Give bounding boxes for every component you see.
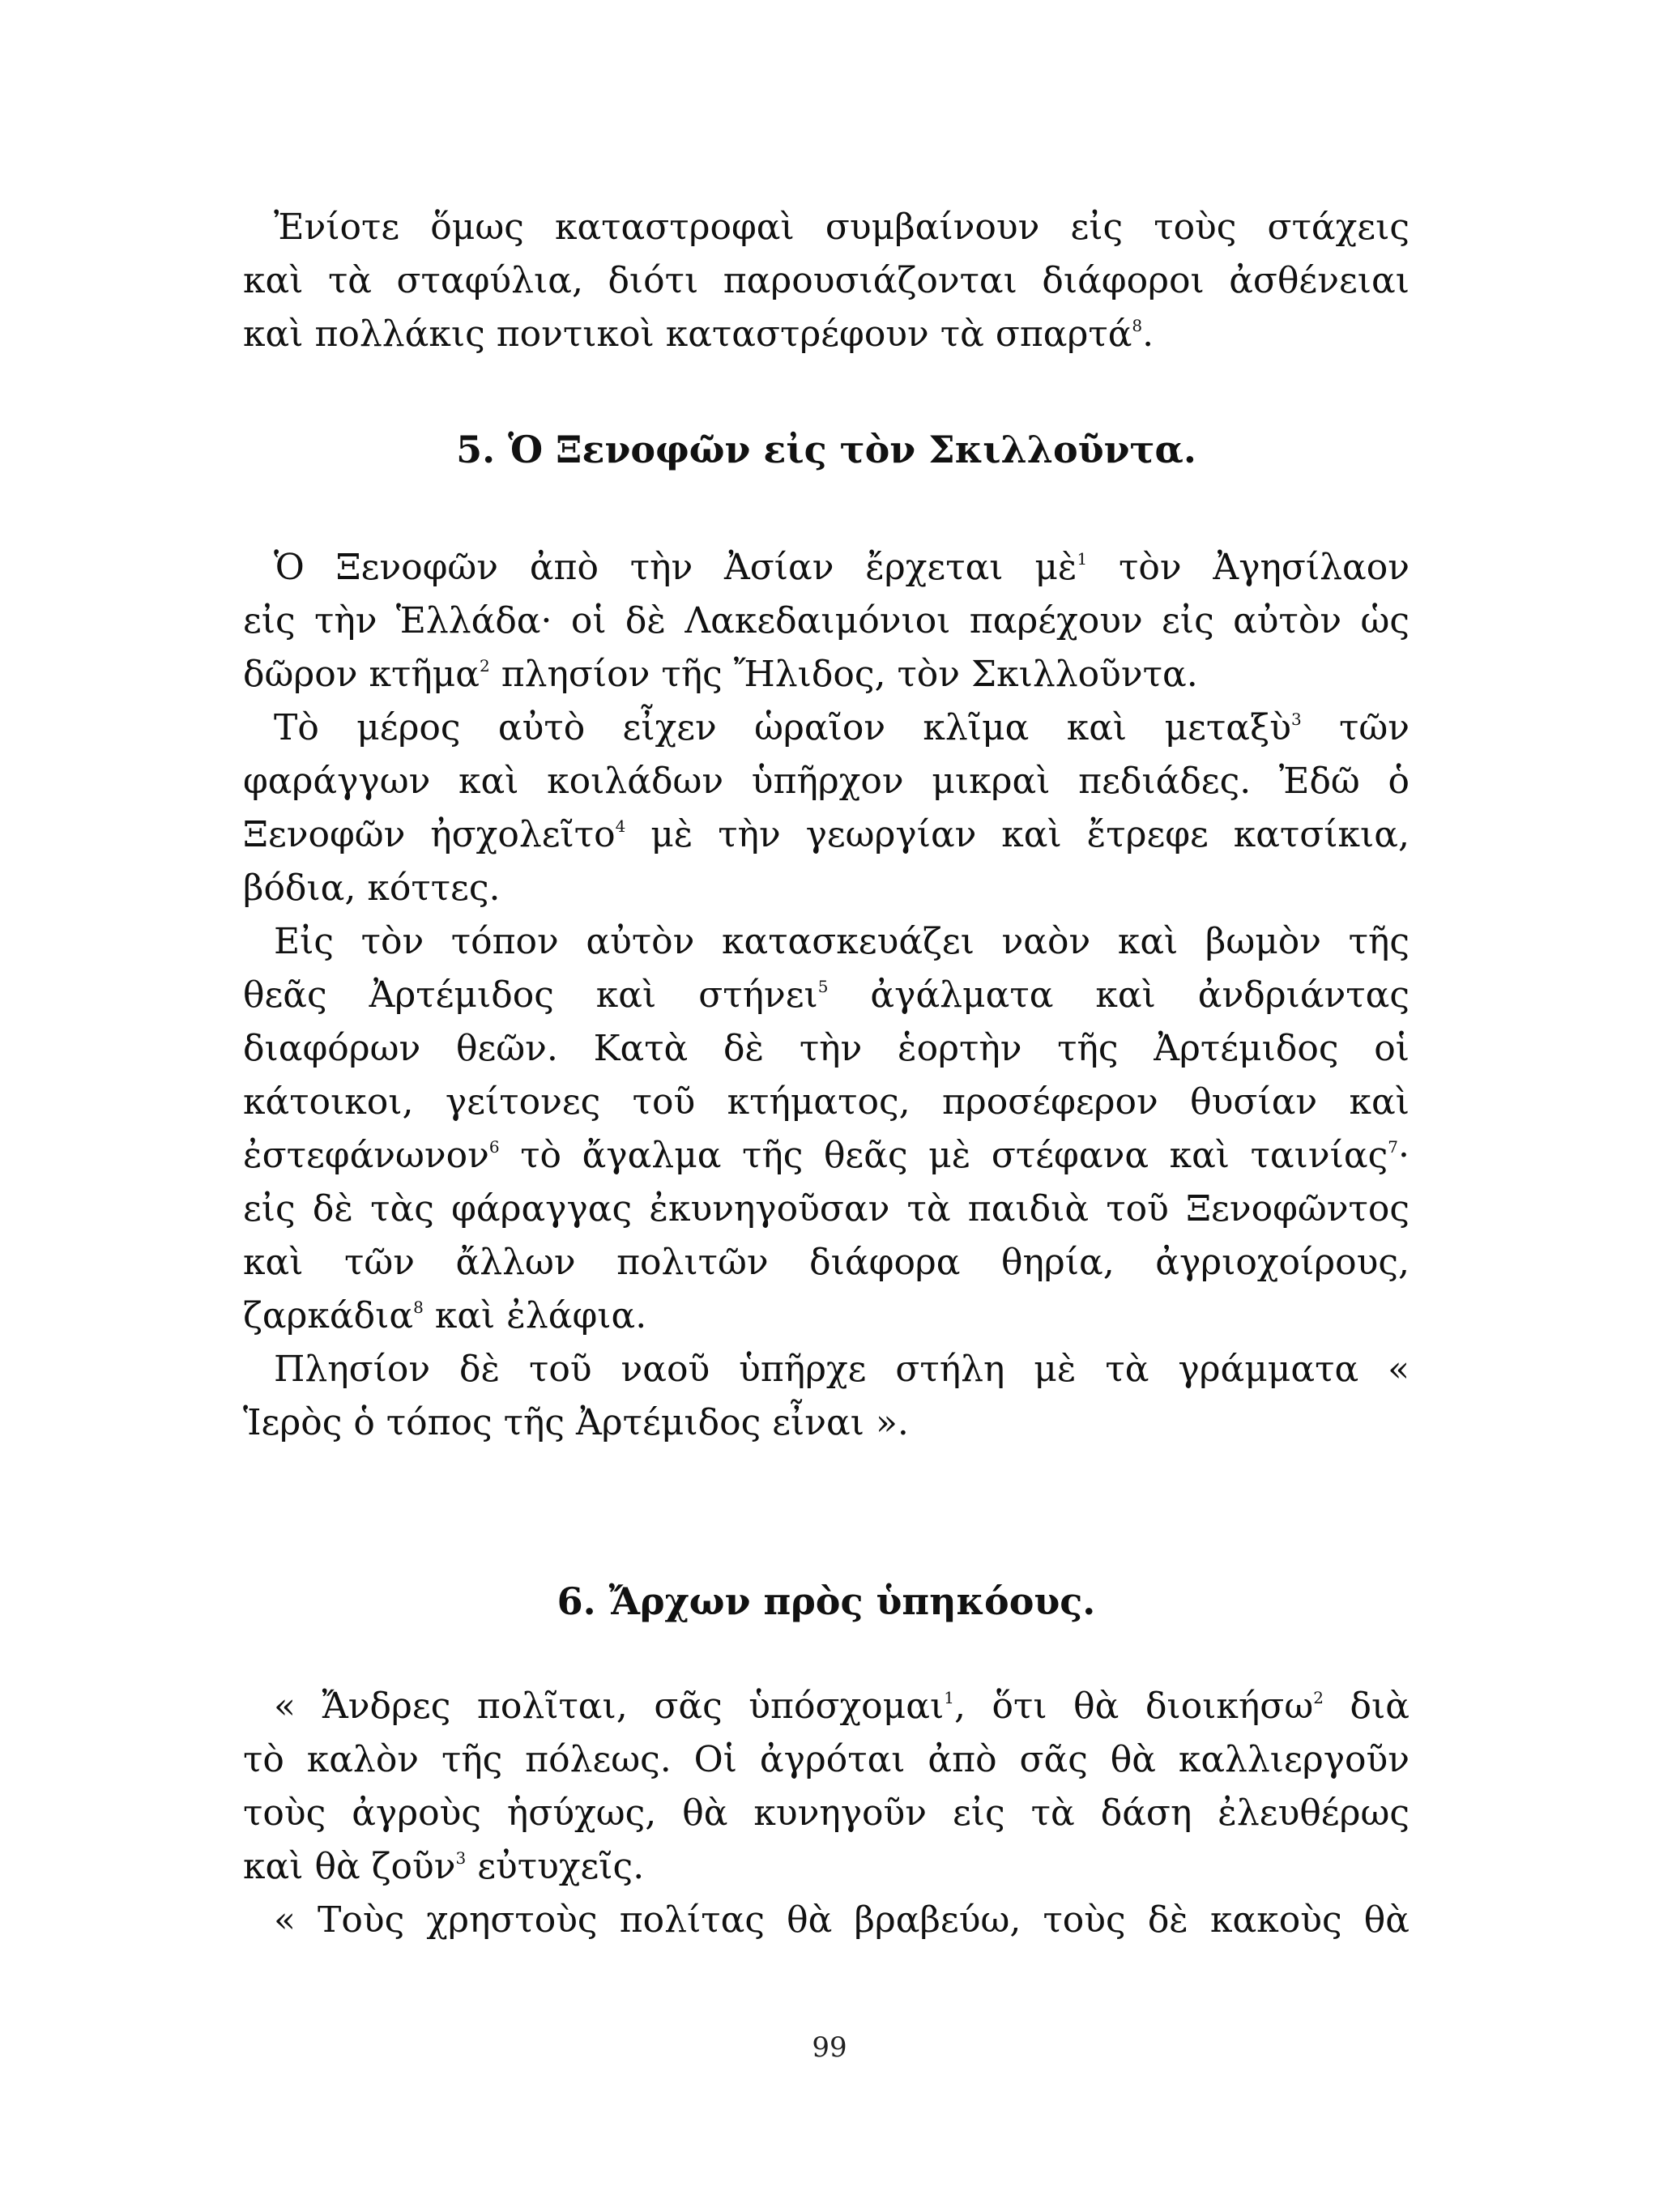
text-line: Ξενοφῶν ἠσχολεῖτο$^4$ μὲ τὴν γεωργίαν καὶ ἔτρεφε κατσίκια, <box>243 814 1410 855</box>
footnote-marker: 5 <box>817 977 829 996</box>
text-line: εἰς τὴν Ἑλλάδα· οἱ δὲ Λακεδαιμόνιοι παρέχουν εἰς αὐτὸν ὡς <box>243 600 1410 641</box>
page-number: 99 <box>812 2031 847 2064</box>
intro-paragraph <box>243 201 1410 361</box>
footnote-marker: 3 <box>455 1848 467 1868</box>
footnote-marker: 6 <box>488 1137 500 1157</box>
text-line: εἰς δὲ τὰς φάραγγας ἐκυνηγοῦσαν τὰ παιδιὰ τοῦ Ξενοφῶντος <box>243 1188 1410 1230</box>
footnote-marker: 1 <box>944 1688 954 1707</box>
text-line: φαράγγων καὶ κοιλάδων ὑπῆρχον μικραὶ πεδιάδες. Ἐδῶ ὁ <box>243 761 1410 802</box>
text-line: ζαρκάδια$^8$ καὶ ἐλάφια. <box>243 1295 647 1336</box>
text-line: ἐστεφάνωνον$^6$ τὸ ἄγαλμα τῆς θεᾶς μὲ στέφανα καὶ ταινίας$^7$· <box>243 1135 1410 1176</box>
text-line: διαφόρων θεῶν. Κατὰ δὲ τὴν ἑορτὴν τῆς Ἀρτέμιδος οἱ <box>243 1028 1410 1069</box>
footnote-marker: 2 <box>1313 1688 1324 1707</box>
footnote-marker: 7 <box>1388 1137 1398 1157</box>
text-line: δῶρον κτῆμα$^2$ πλησίον τῆς Ἤλιδος, τὸν Σκιλλοῦντα. <box>243 654 1198 695</box>
section-5-body <box>243 541 1410 1450</box>
text-line: Εἰς τὸν τόπον αὐτὸν κατασκευάζει ναὸν καὶ βωμὸν τῆς <box>274 921 1410 962</box>
section-heading: 5. Ὁ Ξενοφῶν εἰς τὸν Σκιλλοῦντα. <box>456 428 1196 471</box>
text-line: καὶ τῶν ἄλλων πολιτῶν διάφορα θηρία, ἀγριοχοίρους, <box>243 1242 1410 1283</box>
text-run: . <box>1142 313 1154 355</box>
text-line <box>243 308 1410 361</box>
text-line: θεᾶς Ἀρτέμιδος καὶ στήνει$^5$ ἀγάλματα καὶ ἀνδριάντας <box>243 974 1410 1016</box>
section-6-body <box>243 1680 1410 1947</box>
text-run: καὶ πολλάκις ποντικοὶ καταστρέφουν τὰ σπαρτά <box>243 313 1132 355</box>
text-line: Ἱερὸς ὁ τόπος τῆς Ἀρτέμιδος εἶναι ». <box>243 1402 909 1443</box>
text-line: Ἐνίοτε ὅμως καταστροφαὶ συμβαίνουν εἰς τοὺς στάχεις <box>274 207 1410 248</box>
text-line: τὸ καλὸν τῆς πόλεως. Οἱ ἀγρόται ἀπὸ σᾶς θὰ καλλιεργοῦν <box>243 1739 1410 1780</box>
text-line: Πλησίον δὲ τοῦ ναοῦ ὑπῆρχε στήλη μὲ τὰ γράμματα « <box>274 1349 1410 1390</box>
text-line: Τὸ μέρος αὐτὸ εἶχεν ὡραῖον κλῖμα καὶ μεταξὺ$^3$ τῶν <box>274 707 1410 748</box>
text-line: καὶ τὰ σταφύλια, διότι παρουσιάζονται διάφοροι ἀσθένειαι <box>243 260 1410 301</box>
text-line: Ὁ Ξενοφῶν ἀπὸ τὴν Ἀσίαν ἔρχεται μὲ$^1$ τὸν Ἀγησίλαον <box>274 547 1410 588</box>
text-line: καὶ θὰ ζοῦν$^3$ εὐτυχεῖς. <box>243 1846 645 1887</box>
text-line: βόδια, κόττες. <box>243 867 501 909</box>
footnote-marker: 1 <box>1077 549 1088 569</box>
section-heading: 6. Ἄρχων πρὸς ὑπηκόους. <box>557 1579 1096 1623</box>
text-line: « Ἄνδρες πολῖται, σᾶς ὑπόσχομαι$^1$, ὅτι θὰ διοικήσω$^2$ διὰ <box>274 1686 1410 1727</box>
text-line: τοὺς ἀγροὺς ἡσύχως, θὰ κυνηγοῦν εἰς τὰ δάση ἐλευθέρως <box>243 1792 1410 1834</box>
footnote-marker: 2 <box>479 656 490 676</box>
footnote-marker: 8 <box>413 1298 424 1317</box>
text-line: κάτοικοι, γείτονες τοῦ κτήματος, προσέφερον θυσίαν καὶ <box>243 1081 1410 1123</box>
footnote-marker: 3 <box>1290 710 1302 729</box>
footnote-marker: 8 <box>1132 316 1143 335</box>
footnote-marker: 4 <box>615 816 626 836</box>
text-line: « Τοὺς χρηστοὺς πολίτας θὰ βραβεύω, τοὺς δὲ κακοὺς θὰ <box>274 1899 1410 1941</box>
